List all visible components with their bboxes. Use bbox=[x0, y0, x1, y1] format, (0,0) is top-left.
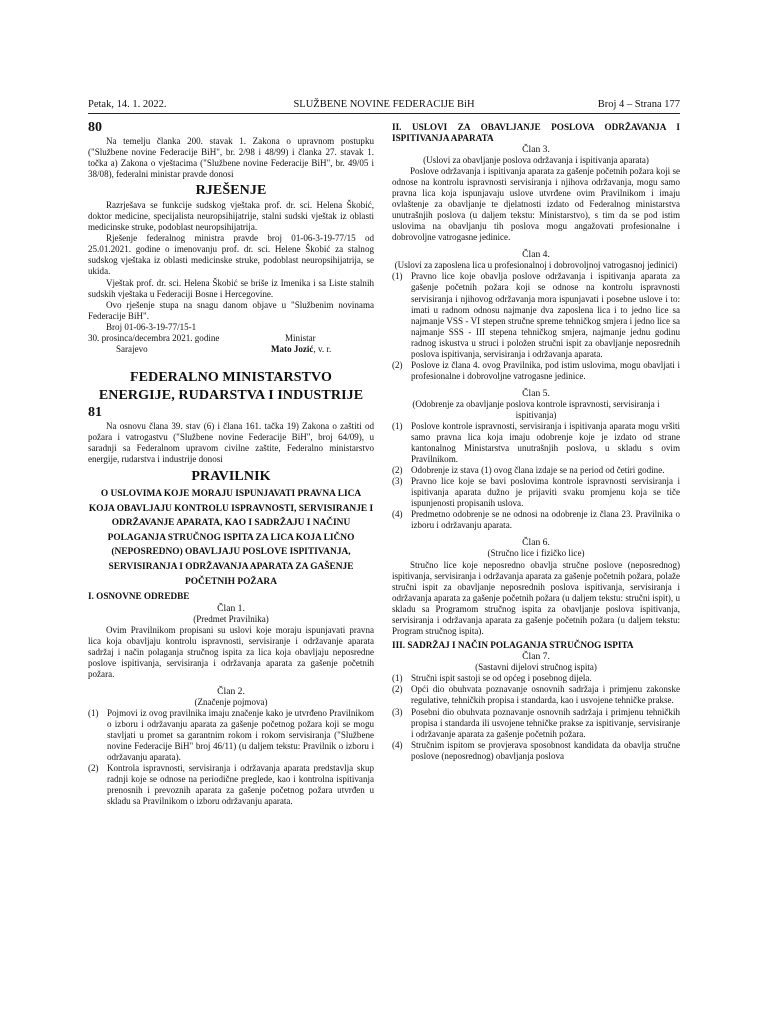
signature-place: Sarajevo bbox=[116, 343, 148, 354]
article-7-item bbox=[392, 673, 680, 684]
preamble-80: Na temelju članka 200. stavak 1. Zakona o upravnom postupku ("Službene novine Federacije BiH", br. 2/98 i 48/99) i članka 27. stavak 1. točka a) Zakona o vještacima ("Službene novine Federacije BiH", br. 49/05 i 38/08), federalni ministar pravde donosi bbox=[88, 136, 374, 180]
item-text: Stručni ispit sastoji se od općeg i posebnog dijela. bbox=[411, 673, 592, 684]
article-2-subtitle: (Značenje pojmova) bbox=[194, 696, 268, 707]
article-5-item bbox=[392, 421, 680, 465]
item-text: Kontrola ispravnosti, servisiranja i održavanja aparata predstavlja skup radnji koje se odnose na periodične preglede, kao i kontrolna ispitivanja prenosnih i prevoznih aparata za gašenje početnog požara utvrđen u skladu sa Pravilnikom o izboru održavanju aparata. bbox=[107, 763, 374, 807]
article-3-subtitle: (Uslovi za obavljanje poslova održavanja i ispitivanja aparata) bbox=[423, 155, 649, 165]
article-4-subtitle: (Uslovi za zaposlena lica u profesionalnoj i dobrovoljnoj vatrogasnoj jedinici) bbox=[394, 260, 678, 271]
item-text: Poslove iz člana 4. ovog Pravilnika, pod istim uslovima, mogu obavljati i profesionalne i dobrovoljne vatrogasne jedinice. bbox=[411, 359, 680, 381]
item-number: (4) bbox=[392, 509, 403, 520]
article-3-text: Poslove održavanja i ispitivanja aparata za gašenje početnih požara koji se odnose na kontrolu ispravnosti servisiranja i njihova održavanja, mogu samo pravna lica koja ispunjavaju uslove utvrđene ovim Pravilnikom i imaju ovlaštenje za obavljanje te djelatnosti izdato od Federalnog ministarstva unutrašnjih poslova (u daljem tekstu: Ministarstvo), s tim da se pod istim uslovima na obavljanju tih poslova mogu angažovati profesionalne i dobrovoljne vatrogasne jedinice. bbox=[392, 166, 680, 243]
decision-paragraph: Ovo rješenje stupa na snagu danom objave u "Službenim novinama Federacije BiH". bbox=[88, 299, 374, 321]
signature-role: Ministar bbox=[285, 332, 316, 343]
item-number: (3) bbox=[392, 476, 403, 487]
section-heading-2: II. USLOVI ZA OBAVLJANJE POSLOVA ODRŽAVANJA I ISPITIVANJA APARATA bbox=[392, 122, 680, 143]
act-number-80: 80 bbox=[88, 120, 102, 135]
act-number-81: 81 bbox=[88, 404, 102, 420]
article-5-item bbox=[392, 465, 680, 476]
item-number: (2) bbox=[88, 763, 99, 774]
item-text: Predmetno odobrenje se ne odnosi na odobrenje iz člana 23. Pravilnika o izboru i održavanju aparata. bbox=[411, 509, 680, 531]
signature-name: Mato Jozić bbox=[271, 343, 314, 354]
page-number: Broj 4 – Strana 177 bbox=[597, 99, 680, 110]
item-text: Opći dio obuhvata poznavanje osnovnih sadržaja i primjenu zakonske regulative, tehničkih propisa i standarda, kao i usvojene tehničke prakse. bbox=[411, 684, 680, 706]
item-number: (1) bbox=[392, 271, 403, 282]
item-text: Odobrenje iz stava (1) ovog člana izdaje se na period od četiri godine. bbox=[411, 465, 665, 476]
left-column bbox=[88, 119, 374, 807]
ministry-name-line1: FEDERALNO MINISTARSTVO bbox=[130, 369, 332, 385]
item-text: Posebni dio obuhvata poznavanje osnovnih sadržaja i primjenu tehničkih propisa i standarda ili usvojene tehničke prakse za ispitivanje, servisiranje i održavanje aparata za gašenje početnih požara. bbox=[411, 706, 680, 739]
article-2-heading: Član 2. bbox=[217, 685, 245, 697]
preamble-81: Na osnovu člana 39. stav (6) i člana 161. tačka 19) Zakona o zaštiti od požara i vatrogastvu ("Službene novine Federacije BiH", broj 64/09), u saradnji sa Federalnom upravom civilne zaštite, Federalno ministarstvo energije, rudarstva i industrije donosi bbox=[88, 420, 374, 464]
decision-paragraph: Rješenje federalnog ministra pravde broj 01-06-3-19-77/15 od 25.01.2021. godine o imenovanju prof. dr. sci. Helene Škobić za stalnog sudskog vještaka iz oblasti medicinske struke, podoblast neuropsihijatrija, se ukida. bbox=[88, 233, 374, 277]
article-5-item bbox=[392, 509, 680, 531]
item-number: (3) bbox=[392, 706, 403, 717]
item-text: Pojmovi iz ovog pravilnika imaju značenje kako je utvrđeno Pravilnikom o izboru i održavanju aparata za gašenje početnog požara koji se mogu stavljati u promet sa garantnim rokom i rokom servisiranja ("Službene novine Federacije BiH" broj 46/11) (u daljem tekstu: Pravilnik o izboru i održavanju aparata). bbox=[107, 707, 374, 763]
article-1-subtitle: (Predmet Pravilnika) bbox=[193, 613, 269, 624]
item-number: (2) bbox=[392, 465, 403, 476]
article-5-heading: Član 5. bbox=[522, 387, 550, 399]
section-heading-1: I. OSNOVNE ODREDBE bbox=[88, 591, 190, 602]
item-number: (1) bbox=[392, 420, 403, 431]
article-4-item bbox=[392, 271, 680, 359]
article-7-heading: Član 7. bbox=[522, 651, 550, 663]
right-column bbox=[392, 119, 680, 762]
article-7-item bbox=[392, 707, 680, 740]
article-7-subtitle: (Sastavni dijelovi stručnog ispita) bbox=[475, 662, 597, 673]
item-text: Poslove kontrole ispravnosti, servisiranja i ispitivanja aparata mogu vršiti samo pravna lica koja imaju odobrenje koje je izdato od strane kantonalnog Ministarstva unutrašnjih poslova, u skladu s ovim Pravilnikom. bbox=[411, 420, 680, 465]
article-3-heading: Član 3. bbox=[522, 144, 550, 155]
ministry-name-line2: ENERGIJE, RUDARSTVA I INDUSTRIJE bbox=[98, 387, 364, 403]
item-number: (4) bbox=[392, 739, 403, 750]
signature-name-line bbox=[271, 344, 331, 355]
decision-paragraph: Razrješava se funkcije sudskog vještaka prof. dr. sci. Helena Škobić, doktor medicine, specijalista neuropsihijatrije, stalni sudski vještak iz oblasti medicinske struke, podoblast neuropsihijatrija. bbox=[88, 200, 374, 233]
article-4-item bbox=[392, 360, 680, 382]
article-6-text: Stručno lice koje neposredno obavlja stručne poslove (neposrednog) ispitivanja, servisiranja i održavanja aparata za gašenje početnih požara, polaže stručni ispit za obavljanje neposrednih poslova ispitivanja, servisiranja i održavanja aparata za gašenje početnih požara (u daljem tekstu: stručni ispit), u skladu sa Programom stručnog ispita za obavljanje poslova ispitivanja, servisiranja i održavanja aparata za gašenje početnih požara (u daljem tekstu: Program stručnog ispita). bbox=[392, 559, 680, 636]
regulation-subject: O USLOVIMA KOJE MORAJU ISPUNJAVATI PRAVNA LICA KOJA OBAVLJAJU KONTROLU ISPRAVNOSTI, SERVISIRANJE I ODRŽAVANJE APARATA, KAO I SADRŽAJU I NAČINU POLAGANJA STRUČNOG ISPITA ZA LICA KOJA LIČNO (NEPOSREDNO) OBAVLJAJU POSLOVE ISPITIVANJA, SERVISIRANJA I ODRŽAVANJA APARATA ZA GAŠENJE POČETNIH POŽARA bbox=[88, 488, 374, 587]
item-text: Stručnim ispitom se provjerava sposobnost kandidata da obavlja stručne poslove (neposrednog) obavljanja poslova bbox=[411, 739, 680, 761]
issue-date: Petak, 14. 1. 2022. bbox=[88, 99, 167, 110]
article-6-subtitle: (Stručno lice i fizičko lice) bbox=[487, 548, 585, 559]
item-number: (1) bbox=[88, 707, 99, 718]
decision-paragraph: Vještak prof. dr. sci. Helena Škobić se briše iz Imenika i sa Liste stalnih sudskih vještaka u Federaciji Bosne i Hercegovine. bbox=[88, 277, 374, 299]
article-2-item bbox=[88, 708, 374, 763]
reference-number: Broj 01-06-3-19-77/15-1 bbox=[106, 321, 197, 332]
signature-block bbox=[88, 333, 374, 366]
article-1-heading: Član 1. bbox=[217, 602, 245, 614]
item-number: (2) bbox=[392, 684, 403, 695]
article-7-item bbox=[392, 684, 680, 706]
article-1-text: Ovim Pravilnikom propisani su uslovi koje moraju ispunjavati pravna lica koja obavljaju kontrolu ispravnosti, servisiranje i održavanje aparata sadržaj i način polaganja stručnog ispita za lica koja obavljaju neposredne poslove ispitivanja, servisiranja i održavanja aparata za gašenje početnih požara. bbox=[88, 624, 374, 679]
article-7-item bbox=[392, 740, 680, 762]
article-2-item bbox=[88, 763, 374, 807]
decision-title: RJEŠENJE bbox=[195, 183, 267, 199]
article-5-item bbox=[392, 476, 680, 509]
article-4-heading: Član 4. bbox=[522, 249, 550, 261]
signature-suffix: , v. r. bbox=[313, 343, 332, 354]
item-number: (2) bbox=[392, 359, 403, 370]
article-5-subtitle: (Odobrenje za obavljanje poslova kontrole ispravnosti, servisiranja i ispitivanja) bbox=[412, 398, 660, 420]
article-6-heading: Član 6. bbox=[522, 537, 550, 549]
signature-date: 30. prosinca/decembra 2021. godine bbox=[88, 332, 220, 343]
publication-title: SLUŽBENE NOVINE FEDERACIJE BiH bbox=[293, 99, 475, 110]
regulation-title: PRAVILNIK bbox=[191, 468, 271, 484]
item-text: Pravno lice koje se bavi poslovima kontrole ispravnosti servisiranja i ispitivanja aparata dužno je prijaviti svaku promjenu koja se tiče ispunjenosti propisanih uslova. bbox=[411, 476, 680, 509]
item-number: (1) bbox=[392, 673, 403, 684]
page-header bbox=[88, 99, 680, 114]
section-heading-3: III. SADRŽAJ I NAČIN POLAGANJA STRUČNOG ISPITA bbox=[392, 639, 634, 650]
item-text: Pravno lice koje obavlja poslove održavanja i ispitivanja aparata za gašenje početnih požara koji se odnose na kontrolu ispravnosti servisiranja i njihovog održavanja mora ispunjavati i posebne uslove i to: imati u radnom odnosu najmanje dva zaposlena lica i to jedno lice sa najmanje VSS - VI stepen stručne spreme tehničkog smjera i jedno lice sa najmanje SSS - III stepena tehničkog smjera, najmanje jednu godinu radnog iskustva u struci i položen stručni ispit za obavljanje neposrednih poslova ispitivanja, servisiranja i održavanja aparata. bbox=[411, 271, 680, 359]
